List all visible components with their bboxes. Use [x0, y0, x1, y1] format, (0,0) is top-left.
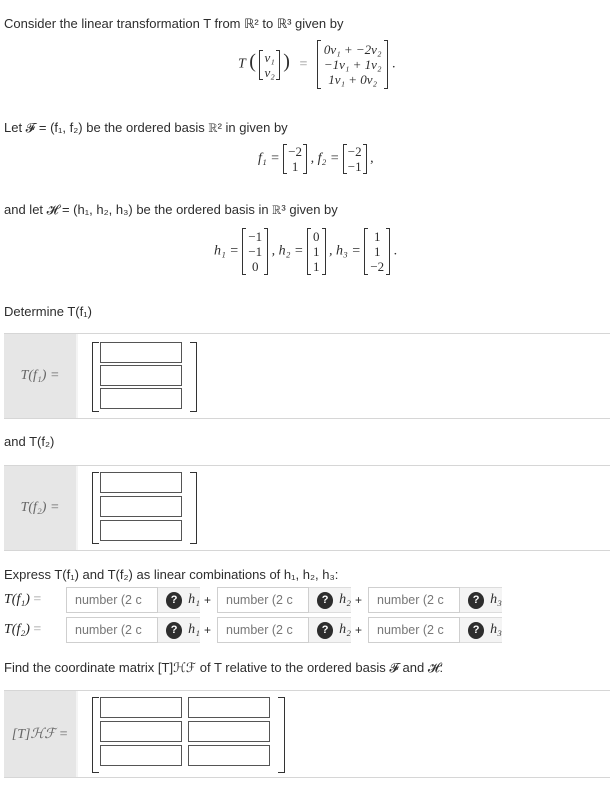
- h3-entry: 1: [374, 244, 381, 259]
- h2-entry: 1: [313, 244, 320, 259]
- q2-label: T(f₂) =: [4, 466, 76, 550]
- help-icon[interactable]: ?: [166, 622, 182, 639]
- row-label: T(f₂): [4, 622, 30, 637]
- basis-h-vectors: h₁ = −1 −1 0 , h₂ = 0 1 1 , h₃ = 1 1 −2 .: [214, 229, 398, 274]
- equals-sign: =: [33, 592, 42, 607]
- q1-label: T(f₁) =: [4, 334, 76, 418]
- matrix-entry-r2c2[interactable]: [188, 721, 270, 742]
- tf1-h3-coefficient-input[interactable]: [368, 587, 460, 613]
- plus-sign: +: [204, 593, 212, 607]
- input-vector: [259, 50, 279, 80]
- intro-text: Consider the linear transformation T from ℝ² to ℝ³ given by: [4, 16, 344, 31]
- q1-prompt: Determine T(f₁): [4, 304, 92, 319]
- basis-f-text: Let 𝓕 = (f₁, f₂) be the ordered basis ℝ² in given by: [4, 120, 288, 135]
- matrix-entry-r2c1[interactable]: [100, 721, 182, 742]
- plus-sign: +: [355, 593, 363, 607]
- basis-h-text: and let 𝓗 = (h₁, h₂, h₃) be the ordered basis in ℝ³ given by: [4, 202, 338, 217]
- help-icon[interactable]: ?: [317, 592, 333, 609]
- row-label: T(f₁): [4, 592, 30, 607]
- q2-entry-1[interactable]: [100, 472, 182, 493]
- equals-sign: =: [33, 622, 42, 637]
- h1-entry: −1: [248, 229, 263, 244]
- q4-answer-panel: [4, 690, 610, 778]
- f1-entry: −2: [288, 144, 303, 159]
- input-entry: v₁: [264, 49, 275, 65]
- q2-entry-2[interactable]: [100, 496, 182, 517]
- f2-entry: −1: [347, 159, 362, 174]
- h3-entry: −2: [370, 259, 385, 274]
- f1-entry: 1: [291, 159, 299, 174]
- left-bracket: [92, 472, 99, 544]
- help-icon[interactable]: ?: [166, 592, 182, 609]
- basis-var: h₂: [339, 622, 352, 637]
- basis-var: h₃: [490, 592, 503, 607]
- output-entry: −1v₁ + 1v₂: [323, 57, 382, 72]
- transform-symbol: T: [238, 56, 246, 72]
- output-entry: 0v₁ + −2v₂: [323, 42, 382, 57]
- q1-entry-1[interactable]: [100, 342, 182, 363]
- f2-entry: −2: [347, 144, 362, 159]
- q4-label: [T]ℋℱ =: [4, 691, 76, 777]
- h3-label: , h₃ =: [329, 243, 361, 259]
- matrix-entry-r1c1[interactable]: [100, 697, 182, 718]
- right-bracket: [190, 472, 197, 544]
- tf2-h2-coefficient-input[interactable]: [217, 617, 309, 643]
- f2-vector: [343, 144, 367, 174]
- input-entry: v₂: [264, 64, 275, 80]
- f2-label: , f₂ =: [310, 151, 340, 167]
- transform-definition: T ( v₁ v₂ ) = 0v₁ + −2v₂ −1v₁ + 1v₂ 1v₁ + 0v₂ .: [238, 42, 396, 87]
- matrix-entry-r3c2[interactable]: [188, 745, 270, 766]
- plus-sign: +: [204, 623, 212, 637]
- help-icon[interactable]: ?: [468, 622, 484, 639]
- tf1-h1-coefficient-input[interactable]: [66, 587, 158, 613]
- q2-entry-3[interactable]: [100, 520, 182, 541]
- plus-sign: +: [355, 623, 363, 637]
- h2-entry: 0: [313, 229, 320, 244]
- tf2-h1-coefficient-input[interactable]: [66, 617, 158, 643]
- basis-var: h₁: [188, 592, 200, 607]
- h1-entry: 0: [252, 259, 259, 274]
- left-bracket: [92, 697, 99, 773]
- h3-entry: 1: [374, 229, 381, 244]
- help-icon[interactable]: ?: [317, 622, 333, 639]
- tf1-h2-coefficient-input[interactable]: [217, 587, 309, 613]
- q4-answer-body: [78, 691, 610, 777]
- h2-entry: 1: [313, 259, 320, 274]
- q2-prompt: and T(f₂): [4, 434, 55, 449]
- basis-var: h₃: [490, 622, 503, 637]
- h1-label: h₁ =: [214, 243, 239, 259]
- q1-entry-3[interactable]: [100, 388, 182, 409]
- output-entry: 1v₁ + 0v₂: [328, 72, 378, 87]
- basis-var: h₂: [339, 592, 352, 607]
- q3-row-tf2: [4, 616, 502, 644]
- q1-answer-body: [78, 334, 610, 418]
- h1-vector: [242, 228, 268, 275]
- h2-label: , h₂ =: [271, 243, 304, 259]
- basis-var: h₁: [188, 622, 200, 637]
- q1-answer-panel: [4, 333, 610, 419]
- h1-entry: −1: [248, 244, 263, 259]
- q3-prompt: Express T(f₁) and T(f₂) as linear combinations of h₁, h₂, h₃:: [4, 567, 339, 582]
- matrix-entry-r3c1[interactable]: [100, 745, 182, 766]
- left-bracket: [92, 342, 99, 412]
- h3-vector: [364, 228, 390, 275]
- right-bracket: [278, 697, 285, 773]
- h2-vector: [307, 228, 326, 275]
- help-icon[interactable]: ?: [468, 592, 484, 609]
- right-bracket: [190, 342, 197, 412]
- q4-prompt: Find the coordinate matrix [T]ℋℱ of T relative to the ordered basis 𝓕 and 𝓗:: [4, 660, 444, 675]
- f1-label: f₁ =: [258, 151, 280, 167]
- q2-answer-panel: [4, 465, 610, 551]
- tf2-h3-coefficient-input[interactable]: [368, 617, 460, 643]
- q2-answer-body: [78, 466, 610, 550]
- output-vector: [317, 40, 389, 89]
- f1-vector: [283, 144, 307, 174]
- basis-f-vectors: f₁ = −2 1 , f₂ = −2 −1 ,: [258, 144, 374, 174]
- q1-entry-2[interactable]: [100, 365, 182, 386]
- matrix-entry-r1c2[interactable]: [188, 697, 270, 718]
- q3-row-tf1: [4, 586, 502, 614]
